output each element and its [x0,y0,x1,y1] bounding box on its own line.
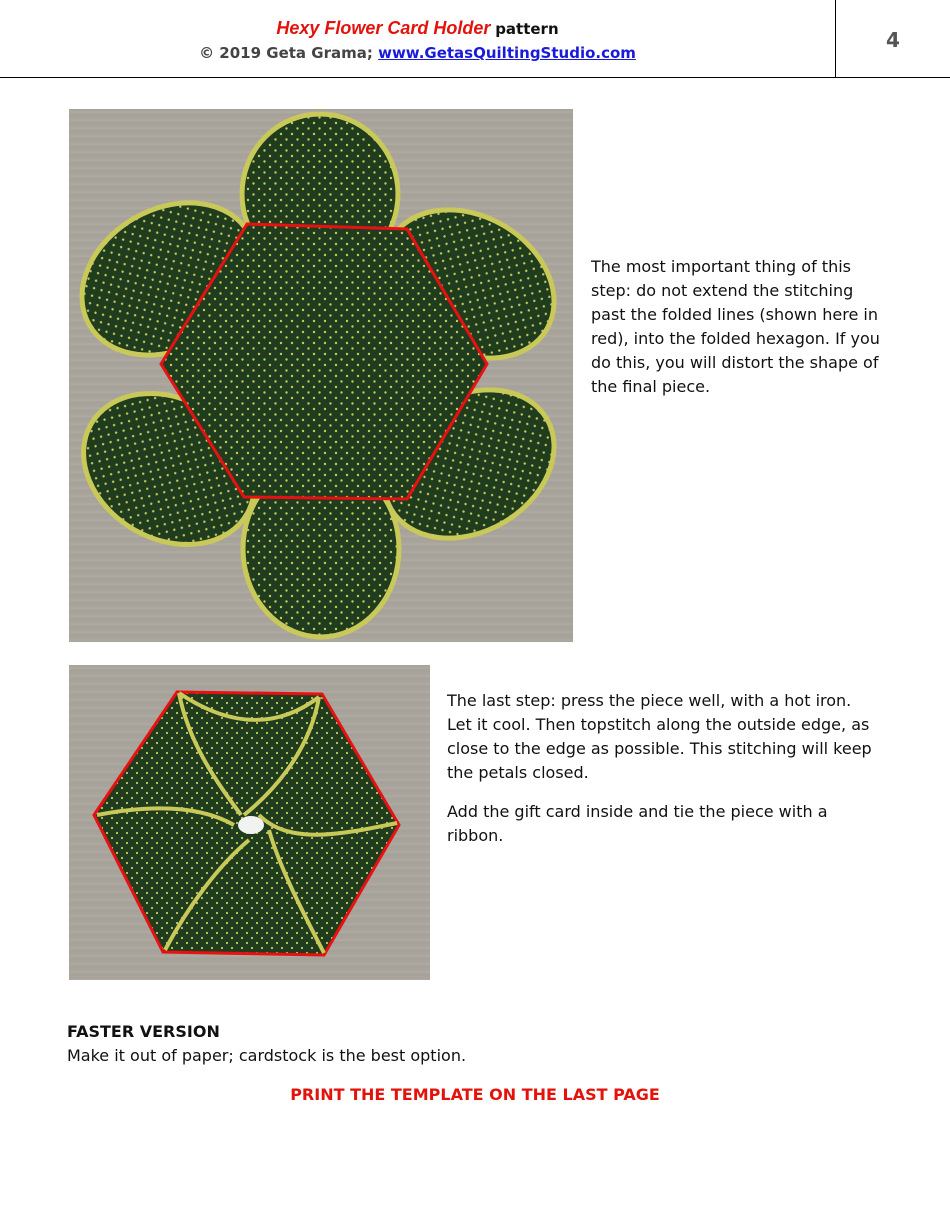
flower-photo [69,109,573,642]
header-title-line [0,18,835,39]
faster-version-heading: FASTER VERSION [67,1022,220,1041]
page-number: 4 [886,28,900,52]
step2-gift-text: Add the gift card inside and tie the piece with a ribbon. [447,802,828,845]
step2-text: The last step: press the piece well, with a hot iron. Let it cool. Then topstitch along the outside edge, as close to the edge as possible. This stitching will keep the petals closed. [447,691,872,782]
copyright-line [0,44,835,62]
copyright-text: © 2019 Geta Grama; [199,44,373,62]
document-title-suffix: pattern [495,20,559,38]
step1-text: The most important thing of this step: do not extend the stitching past the folded lines (shown here in red), into the folded hexagon. If you do this, you will distort the shape of the final piece. [591,257,880,396]
page-header [0,0,950,78]
hexagon-photo [69,665,430,980]
flower-illustration [69,109,573,642]
website-link[interactable]: www.GetasQuiltingStudio.com [378,44,636,62]
header-main [0,0,835,77]
document-title: Hexy Flower Card Holder [276,18,491,38]
print-template-note: PRINT THE TEMPLATE ON THE LAST PAGE [290,1085,660,1104]
hexagon-illustration [69,665,430,980]
faster-version-text: Make it out of paper; cardstock is the best option. [67,1046,467,1065]
